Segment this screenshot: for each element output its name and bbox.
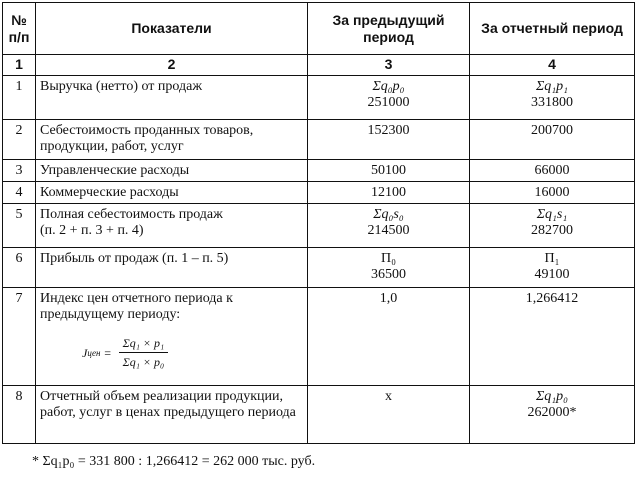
- row-label-cell: [36, 288, 308, 386]
- curr-value: 16000: [470, 182, 635, 204]
- table-row: [3, 182, 635, 204]
- formula-fraction: [119, 335, 169, 370]
- row-label: Коммерческие расходы: [36, 182, 308, 204]
- header-curr-period: За отчетный период: [470, 3, 635, 55]
- row-label: Полная себестоимость продаж: [40, 207, 223, 222]
- row-number: 5: [3, 204, 36, 248]
- prev-value: 36500: [371, 267, 406, 282]
- header-num: № п/п: [3, 3, 36, 55]
- curr-cell: [470, 76, 635, 120]
- formula-numerator: Σq₁ × p₁: [119, 335, 169, 353]
- header-row: [3, 3, 635, 55]
- prev-value: x: [308, 386, 470, 444]
- prev-value: 50100: [308, 160, 470, 182]
- table-row: [3, 76, 635, 120]
- curr-symbol: Σq₁p₀: [535, 389, 569, 404]
- prev-cell: [308, 204, 470, 248]
- col-number: 3: [308, 55, 470, 76]
- table-row: [3, 288, 635, 386]
- prev-symbol: П₀: [381, 251, 396, 266]
- row-number: 3: [3, 160, 36, 182]
- prev-cell: [308, 248, 470, 288]
- row-label: Индекс цен отчетного периода к предыдущему периоду:: [40, 291, 233, 322]
- table-row: [3, 386, 635, 444]
- curr-symbol: Σq₁p₁: [535, 79, 569, 94]
- row-label-cell: [36, 204, 308, 248]
- prev-value: 152300: [308, 120, 470, 160]
- price-index-formula: J цен = $\frac{\text{Σq₁ × p₁}}{\text{Σq₁ × p₀}}$: [82, 335, 303, 370]
- curr-value: 1,266412: [470, 288, 635, 386]
- column-numbers-row: [3, 55, 635, 76]
- curr-value: 331800: [531, 95, 573, 110]
- prev-value: 1,0: [308, 288, 470, 386]
- curr-symbol: П₁: [544, 251, 560, 266]
- prev-symbol: Σq₀p₀: [372, 79, 405, 94]
- curr-symbol: Σq₁s₁: [536, 207, 568, 222]
- formula-subscript: цен: [87, 347, 101, 358]
- prev-cell: [308, 76, 470, 120]
- footnote: * Σq₁p₀ = 331 800 : 1,266412 = 262 000 тыс. руб.: [32, 454, 316, 469]
- curr-value: 49100: [534, 267, 570, 282]
- formula-denominator: Σq₁ × p₀: [122, 355, 165, 369]
- row-label: Себестоимость проданных товаров, продукции, работ, услуг: [36, 120, 308, 160]
- curr-value: 66000: [470, 160, 635, 182]
- prev-value: 214500: [367, 223, 410, 238]
- row-label-note: (п. 2 + п. 3 + п. 4): [40, 223, 144, 238]
- curr-value: 262000*: [527, 405, 577, 420]
- row-label: Прибыль от продаж (п. 1 – п. 5): [36, 248, 308, 288]
- prev-value: 251000: [367, 95, 410, 110]
- header-prev-period: За предыдущий период: [308, 3, 470, 55]
- row-number: 1: [3, 76, 36, 120]
- row-number: 8: [3, 386, 36, 444]
- row-label: Управленческие расходы: [36, 160, 308, 182]
- table-row: [3, 160, 635, 182]
- table-row: [3, 120, 635, 160]
- col-number: 1: [3, 55, 36, 76]
- prev-value: 12100: [308, 182, 470, 204]
- prev-symbol: Σq₀s₀: [373, 207, 404, 222]
- table-row: [3, 204, 635, 248]
- row-label: Выручка (нетто) от продаж: [36, 76, 308, 120]
- header-indicators: Показатели: [36, 3, 308, 55]
- curr-value: 282700: [531, 223, 573, 238]
- row-number: 4: [3, 182, 36, 204]
- col-number: 4: [470, 55, 635, 76]
- curr-cell: [470, 204, 635, 248]
- row-number: 6: [3, 248, 36, 288]
- col-number: 2: [36, 55, 308, 76]
- row-number: 7: [3, 288, 36, 386]
- curr-cell: [470, 386, 635, 444]
- row-number: 2: [3, 120, 36, 160]
- curr-cell: [470, 248, 635, 288]
- indicators-table: [2, 2, 635, 444]
- curr-value: 200700: [470, 120, 635, 160]
- formula-lhs: J: [82, 345, 88, 360]
- table-row: [3, 248, 635, 288]
- row-label: Отчетный объем реализации продукции, работ, услуг в ценах предыдущего периода: [36, 386, 308, 444]
